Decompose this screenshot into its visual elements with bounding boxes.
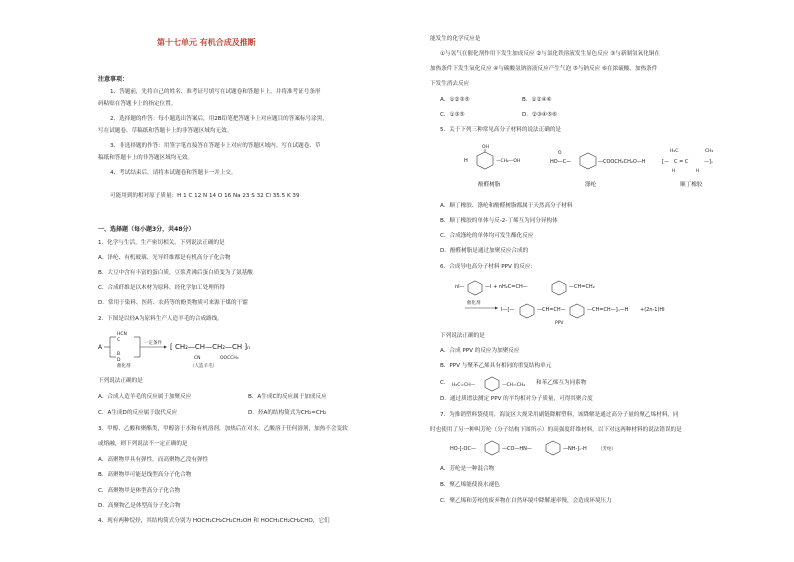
catalyst-label: 催化剂 — [117, 364, 131, 369]
reaction-list-line: 加热条件下发生氧化反应 ④与碳酸氢钠溶液反应产生气泡 ⑤与钠反应 ⑥在浓硫酸、加热条件 — [430, 66, 658, 72]
byproduct-label: +(2n-1)HI — [640, 307, 665, 313]
compound-d-label: D — [117, 358, 121, 363]
synthesis-route-diagram — [98, 330, 268, 374]
svg-text:—COOCH₂CH₂O—H: —COOCH₂CH₂O—H — [598, 159, 646, 165]
svg-text:—CO—HN—: —CO—HN— — [502, 446, 532, 452]
option: B．①②④⑥ — [522, 97, 552, 103]
option: A．合成 PPV 的反应为加聚反应 — [440, 348, 520, 354]
option-c-label: C． — [440, 380, 450, 386]
label-polyester: 涤纶 — [585, 182, 597, 188]
svg-text:H₂C=CH—: H₂C=CH— — [452, 383, 476, 388]
option: A．芳纶是一种混合物 — [440, 466, 495, 472]
label-rubber: 顺丁橡胶 — [680, 182, 703, 188]
option: B．聚乙烯能使溴水褪色 — [440, 482, 500, 488]
cn-label: CN — [194, 356, 201, 361]
question-stem: 2．下图是以烃A为原料生产人造羊毛的合成路线。 — [98, 316, 223, 322]
question-stem: 3．甲醇、乙酸和聚酯类，甲醇溶于水和有机溶剂，加热后在对水，乙酸溶于任何溶剂，加热不会变软 — [98, 426, 348, 432]
option: A．①②③⑤ — [440, 97, 470, 103]
svg-text:OH: OH — [482, 145, 489, 150]
svg-text:O: O — [558, 151, 562, 156]
option: B．顺丁橡胶的单体与反-2-丁烯互为同分异构体 — [440, 218, 558, 224]
svg-text:—NH-]ₙ-H: —NH-]ₙ-H — [563, 446, 587, 452]
question-stem: 4．现有两种烷烃，其结构简式分别为 HOCH₂CH₂CH₂CH₂OH 和 HOCH₂CH₂CH₂CHO，它们 — [98, 518, 330, 524]
option: A．顺丁橡胶、涤纶和酚醛树脂都属于天然高分子材料 — [440, 203, 573, 209]
option: B．A生成C的反应属于加成反应 — [248, 394, 327, 400]
section-heading: 一、选择题（每小题3分，共48分） — [98, 226, 195, 233]
option: D．酚醛树脂是通过加聚反应合成的 — [440, 248, 529, 254]
svg-text:—CH₂—OH: —CH₂—OH — [496, 159, 521, 164]
svg-text:HO—C—: HO—C— — [550, 159, 572, 165]
svg-text:—CH=CH₂: —CH=CH₂ — [569, 284, 595, 290]
label-phenolic-resin: 酚醛树脂 — [478, 182, 501, 188]
compound-a-label: A — [98, 344, 103, 351]
svg-text:—]ₙ: —]ₙ — [704, 159, 713, 165]
catalyst-label: 催化剂 — [467, 301, 481, 306]
option: B．PPV 与聚苯乙烯具有相同的重复结构单元 — [440, 363, 552, 369]
rubber-structure — [662, 148, 714, 174]
svg-text:H: H — [696, 169, 700, 174]
notice-line: 码粘贴在答题卡上的指定位置。 — [98, 101, 177, 107]
svg-text:H: H — [672, 169, 676, 174]
option: B．大豆中含有丰富的蛋白质，豆浆煮沸后蛋白质变为了氨基酸 — [98, 270, 253, 276]
option: D．常用于染料、医药、农药等的酚类物质可来源于煤的干馏 — [98, 300, 248, 306]
notice-line: 2、选择题的作答：每小题选出答案后，用2B铅笔把答题卡上对应题目的答案标号涂黑， — [110, 116, 328, 122]
compound-c-label: C — [117, 338, 121, 343]
option: D．通过质谱法测定 PPV 的平均相对分子质量，可得其聚合度 — [440, 396, 593, 402]
option: D．高聚物乙是体型高分子化合物 — [98, 503, 181, 509]
condition-label: 一定条件 — [144, 341, 162, 346]
svg-text:C = C: C = C — [674, 159, 689, 165]
notice-line: 稿纸和答题卡上的非答题区域均无效。 — [98, 155, 194, 161]
option: C．①③⑤ — [440, 112, 465, 118]
svg-text:nI—: nI— — [455, 284, 465, 290]
reaction-list-line: 下发生消去反应 — [430, 81, 470, 87]
option-c-text: 和苯乙烯互为同系物 — [536, 380, 587, 386]
svg-text:—CH=CH—: —CH=CH— — [537, 307, 566, 313]
phenolic-resin-structure — [464, 144, 520, 169]
option: B．高聚物甲可能是线型高分子化合物 — [98, 472, 192, 478]
ppv-label: PPV — [555, 321, 564, 326]
product-label: （人造羊毛） — [190, 364, 217, 369]
ppv-reaction — [455, 276, 755, 326]
option: D．②③④⑤⑥ — [522, 112, 557, 118]
aramid-label: （芳纶） — [598, 447, 616, 452]
svg-text:CH₂: CH₂ — [705, 149, 714, 154]
polymer-structures — [460, 140, 770, 190]
question-stem: 1．化学与生活，生产密切相关，下列说法正确的是 — [98, 240, 225, 246]
option: C．合成纤维是以木材为原料，经化学加工处理所得 — [98, 285, 225, 291]
question-ask: 下列说法正确的是 — [440, 333, 485, 339]
notice-line: 写在试题卷、草稿纸和答题卡上的非答题区域均无效。 — [98, 128, 233, 134]
svg-text:—CH=CH—]ₙ—H: —CH=CH—]ₙ—H — [587, 307, 629, 313]
svg-text:I—[—: I—[— — [501, 307, 515, 313]
option: A．高聚物甲具有弹性，而高聚物乙没有弹性 — [98, 457, 209, 463]
ococh3-label: OOCCH₃ — [220, 356, 239, 361]
option: D．烃A的结构简式为CH₂=CH₂ — [248, 410, 327, 416]
option: A．合成人造羊毛的反应属于加聚反应 — [98, 394, 192, 400]
svg-text:H: H — [464, 158, 468, 164]
question-stem-cont: 能发生的化学反应是 — [430, 36, 481, 42]
aramid-formula — [450, 437, 650, 457]
svg-text:[ CH₂—CH—CH₂—CH ]ₙ: [ CH₂—CH—CH₂—CH ]ₙ — [170, 343, 250, 351]
option: C．A生成D的反应属于取代反应 — [98, 410, 178, 416]
reaction-list-line: ①与氢气在催化剂作用下发生加成反应 ②与氯化铁溶液发生显色反应 ③与新制氢氧化铜在 — [440, 51, 660, 57]
atomic-masses: 可能用到的相对原子质量：H 1 C 12 N 14 O 16 Na 23 S 32 Cl 35.5 K 39 — [110, 193, 300, 199]
option: C．合成涤纶的单体均可发生酯化反应 — [440, 233, 534, 239]
option: C．聚乙烯和芳纶的废弃物在自然环境中降解速率慢，会造成环境压力 — [440, 498, 612, 504]
divinylbenzene-structure — [450, 374, 530, 394]
question-ask: 下列说法正确的是 — [98, 378, 143, 384]
notice-line: 4、考试结束后，请将本试题卷和答题卡一并上交。 — [110, 170, 237, 176]
page-title: 第十七单元 有机合成及推断 — [157, 38, 256, 47]
hcn-label: HCN — [117, 332, 127, 337]
question-stem-cont: 时也使用了另一种叫芳纶（分子结构下图所示）的高强度纤维材料。以下对这两种材料的说法错误的是 — [430, 427, 682, 433]
question-stem: 6．合成导电高分子材料 PPV 的反应： — [440, 264, 537, 270]
question-stem: 5．关于下列三种常见高分子材料的说法正确的是 — [440, 127, 562, 133]
svg-text:—I + nH₂C=CH—: —I + nH₂C=CH— — [485, 284, 528, 290]
compound-b-label: B — [117, 352, 121, 357]
option: C．高聚物甲是体型高分子化合物 — [98, 488, 181, 494]
svg-text:—CH=CH₂: —CH=CH₂ — [502, 383, 526, 388]
question-stem: 7．为推销塑料袋使用，海淀区大规采用副链降解塑料，该降解是通过高分子量的聚乙烯材料，同 — [440, 412, 679, 418]
polyester-structure — [550, 150, 646, 169]
notice-line: 3、非选择题的作答：用签字笔直接答在答题卡上对应的答题区域内。写在试题卷、草 — [110, 143, 321, 149]
question-stem-cont: 或熔融，则下列说法不一定正确的是 — [98, 441, 188, 447]
svg-text:H₂C: H₂C — [670, 149, 679, 154]
svg-text:HO-[-OC—: HO-[-OC— — [450, 446, 476, 452]
notice-heading: 注意事项： — [98, 76, 129, 83]
option: A．泽纶、有机玻璃、光导纤维都是有机高分子化合物 — [98, 255, 231, 261]
notice-line: 1、答题前，先将自己的姓名、准考证号填写在试题卷和答题卡上，并将准考证号条形 — [110, 89, 321, 95]
svg-text:[—: [— — [662, 159, 669, 165]
